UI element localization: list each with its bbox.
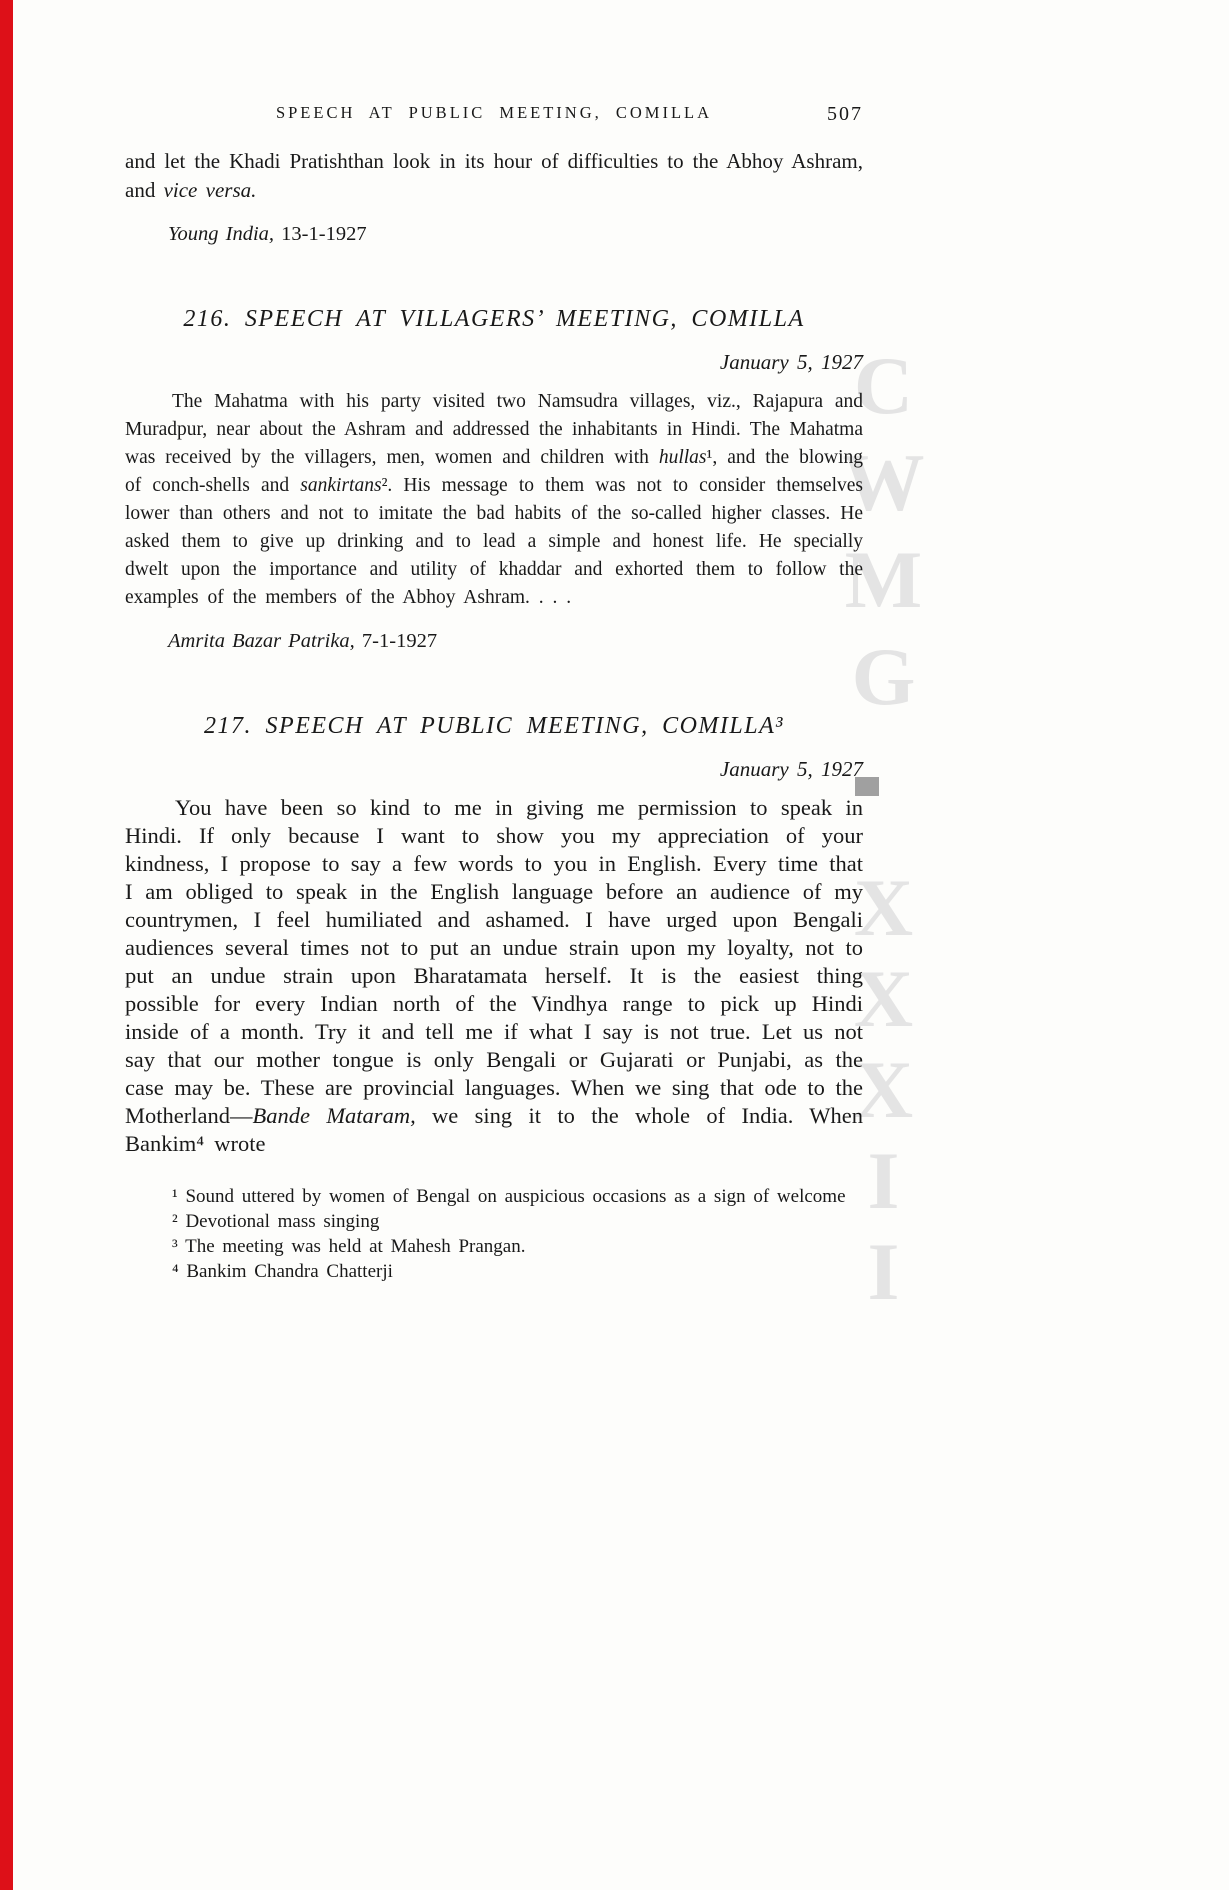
watermark-volume-number: XXXII <box>838 862 929 1317</box>
page-content <box>125 0 863 1284</box>
continuation-paragraph: and let the Khadi Pratishthan look in its hour of difficulties to the Abhoy Ashram, and vice versa. <box>125 149 863 202</box>
watermark-volume-label: CWMG <box>838 340 929 728</box>
footnotes <box>125 1184 863 1284</box>
section-217-heading: 217. SPEECH AT PUBLIC MEETING, COMILLA³ <box>204 713 784 739</box>
footnote-2: ² Devotional mass singing <box>172 1211 380 1232</box>
footnote-4: ⁴ Bankim Chandra Chatterji <box>172 1261 393 1282</box>
running-header <box>125 0 863 123</box>
section-216-body: The Mahatma with his party visited two Namsudra villages, viz., Rajapura and Muradpur, near about the Ashram and addressed the inhabitants in Hindi. The Mahatma was received by the villagers, men, women and children with hullas¹, and the blowing of conch-shells and sankirtans². His message to them was not to consider themselves lower than others and not to imitate the bad habits of the so-called higher classes. He asked them to give up drinking and to lead a simple and honest life. He specially dwelt upon the importance and utility of khaddar and exhorted them to follow the examples of the members of the Abhoy Ashram. . . . <box>125 391 863 608</box>
section-216-date: January 5, 1927 <box>719 350 863 374</box>
section-216-heading: 216. SPEECH AT VILLAGERS’ MEETING, COMILLA <box>183 306 805 332</box>
running-header-title: SPEECH AT PUBLIC MEETING, COMILLA <box>275 103 713 122</box>
section-217-date: January 5, 1927 <box>719 757 863 781</box>
footnote-1: ¹ Sound uttered by women of Bengal on auspicious occasions as a sign of welcome <box>172 1186 846 1207</box>
page-number: 507 <box>827 103 863 125</box>
section-217-body: You have been so kind to me in giving me permission to speak in Hindi. If only because I want to show you my appreciation of your kindness, I propose to say a few words to you in English. Every time that I am obliged to speak in the English language before an audience of my countrymen, I feel humiliated and ashamed. I have urged upon Bengali audiences several times not to put an undue strain upon my loyalty, not to put an undue strain upon Bharatamata herself. It is the easiest thing possible for every Indian north of the Vindhya range to pick up Hindi inside of a month. Try it and tell me if what I say is not true. Let us not say that our mother tongue is only Bengali or Gujarati or Punjabi, as the case may be. These are provincial languages. When we sing that ode to the Motherland—Bande Mataram, we sing it to the whole of India. When Bankim⁴ wrote <box>125 795 864 1156</box>
red-edge-strip <box>0 0 13 1890</box>
footnote-3: ³ The meeting was held at Mahesh Prangan. <box>172 1236 526 1257</box>
source-line-young-india: Young India, 13-1-1927 <box>168 223 367 245</box>
source-line-amrita-bazar-patrika: Amrita Bazar Patrika, 7-1-1927 <box>168 630 438 652</box>
